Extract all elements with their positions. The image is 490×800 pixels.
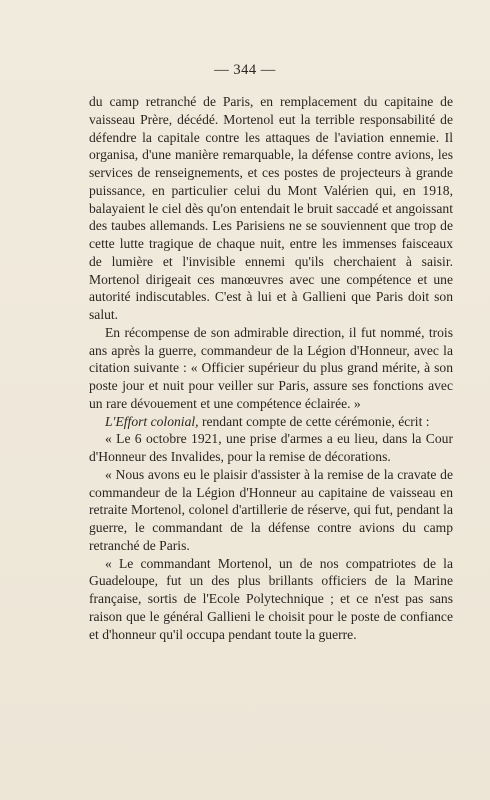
paragraph-2: En récompense de son admirable direction, il fut nommé, trois ans après la guerre, commandeur de la Légion d'Honneur, avec la citation suivante : « Officier supérieur du plus grand mérite, à son poste jour et nuit pour veiller sur Paris, assure ses fonctions avec un rare dévouement et une compétence éclairée. » — [89, 324, 453, 411]
journal-title: L'Effort colonial, — [105, 413, 199, 429]
paragraph-6: « Le commandant Mortenol, un de nos compatriotes de la Guadeloupe, fut un des plus brillants officiers de la Marine française, sortis de l'Ecole Polytechnique ; et ce n'est pas sans raison que le général Gallieni le choisit pour le poste de confiance et d'honneur qu'il occupa pendant toute la guerre. — [89, 555, 453, 642]
page-number: — 344 — — [214, 62, 276, 78]
paragraph-5: « Nous avons eu le plaisir d'assister à la remise de la cravate de commandeur de la Légion d'Honneur au capitaine de vaisseau en retraite Mortenol, colonel d'artillerie de réserve, qui fut, pendant la guerre, le commandant de la défense contre avions du camp retranché de Paris. — [89, 466, 453, 553]
paragraph-3 — [89, 413, 453, 431]
paragraph-4: « Le 6 octobre 1921, une prise d'armes a eu lieu, dans la Cour d'Honneur des Invalides, pour la remise de décorations. — [89, 431, 453, 464]
paragraph-1: du camp retranché de Paris, en remplacement du capitaine de vaisseau Prère, décédé. Mortenol eut la terrible responsabilité de défendre la capitale contre les attaques de l'aviation ennemie. Il organisa, d'une manière remarquable, la défense contre avions, les services de renseignements, et ces postes de projecteurs à grande puissance, en particulier celui du Mont Valérien qui, en 1918, balayaient le ciel dès qu'on entendait le bruit saccadé et angoissant des taubes allemands. Les Parisiens ne se souviennent que trop de cette lutte tragique de chaque nuit, entre les immenses faisceaux de lumière et l'invisible ennemi qu'ils cherchaient à saisir. Mortenol dirigeait ces manœuvres avec une compétence et une autorité indiscutables. C'est à lui et à Gallieni que Paris doit son salut. — [89, 94, 453, 322]
paragraph-3-text: rendant compte de cette cérémonie, écrit : — [198, 413, 430, 429]
body-text — [89, 93, 453, 643]
